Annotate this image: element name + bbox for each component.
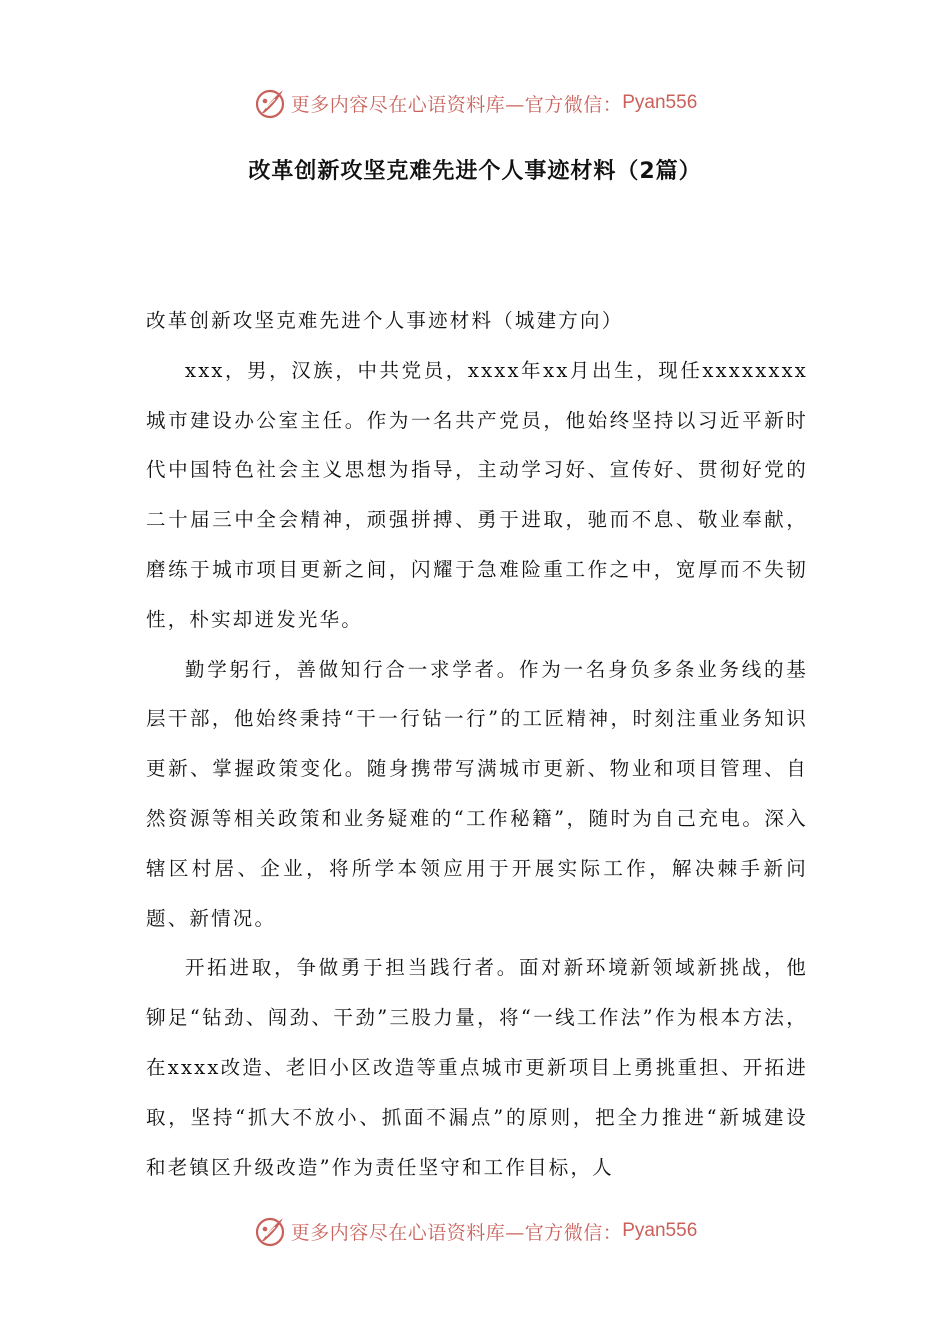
footer-watermark	[0, 1211, 950, 1251]
body-paragraph: 勤学躬行，善做知行合一求学者。作为一名身负多条业务线的基层干部，他始终秉持“干一行钻一行”的工匠精神，时刻注重业务知识更新、掌握政策变化。随身携带写满城市更新、物业和项目管理、自然资源等相关政策和业务疑难的“工作秘籍”，随时为自己充电。深入辖区村居、企业，将所学本领应用于开展实际工作，解决棘手新问题、新情况。	[146, 657, 808, 930]
header-watermark	[0, 83, 950, 123]
watermark-wechat-id: Pyan556	[622, 1220, 698, 1241]
body-paragraph: 开拓进取，争做勇于担当践行者。面对新环境新领域新挑战，他铆足“钻劲、闯劲、干劲”三股力量，将“一线工作法”作为根本方法，在xxxx改造、老旧小区改造等重点城市更新项目上勇挑重担、开拓进取，坚持“抓大不放小、抓面不漏点”的原则，把全力推进“新城建设和老镇区升级改造”作为责任坚守和工作目标，人	[146, 956, 808, 1179]
section-subtitle: 改革创新攻坚克难先进个人事迹材料（城建方向）	[146, 309, 624, 332]
document-title: 改革创新攻坚克难先进个人事迹材料（2篇）	[248, 159, 702, 184]
quill-logo-icon	[253, 86, 287, 120]
body-paragraph: xxx，男，汉族，中共党员，xxxx年xx月出生，现任xxxxxxxx城市建设办公室主任。作为一名共产党员，他始终坚持以习近平新时代中国特色社会主义思想为指导，主动学习好、宣传好、贯彻好党的二十届三中全会精神，顽强拼搏、勇于进取，驰而不息、敬业奉献，磨练于城市项目更新之间，闪耀于急难险重工作之中，宽厚而不失韧性，朴实却迸发光华。	[146, 358, 808, 631]
watermark-wechat-id: Pyan556	[622, 92, 698, 113]
watermark-text: 更多内容尽在心语资料库—官方微信：	[290, 1221, 623, 1244]
document-body	[146, 296, 808, 1192]
quill-logo-icon	[253, 1214, 287, 1248]
watermark-text: 更多内容尽在心语资料库—官方微信：	[290, 93, 623, 116]
